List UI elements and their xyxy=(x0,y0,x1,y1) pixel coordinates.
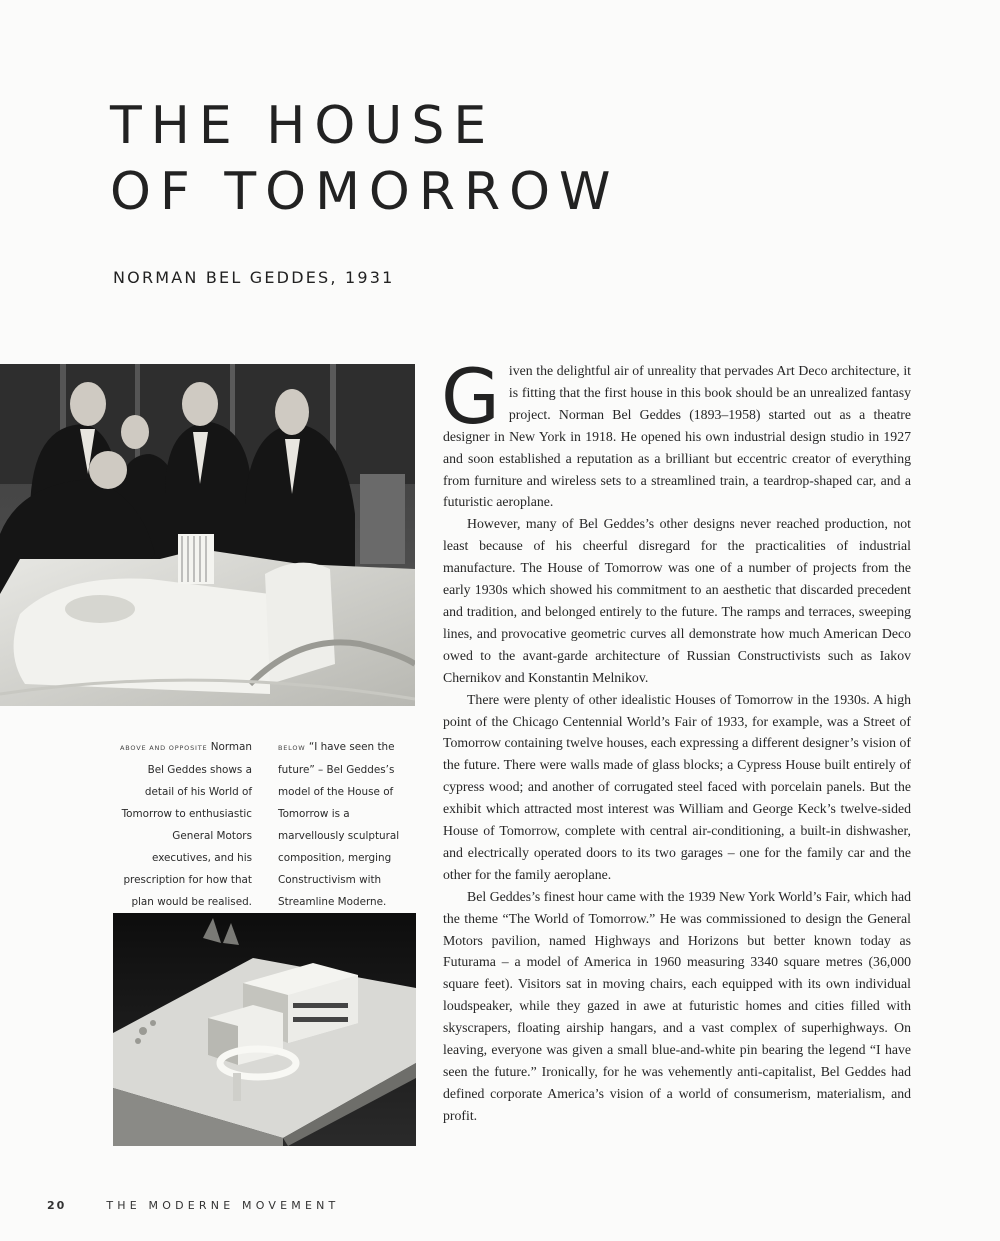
article-body xyxy=(441,352,911,1127)
caption-text: “I have seen the future” – Bel Geddes’s model of the House of Tomorrow is a marvellously sculptural composition, merging Constructivism with Streamline Moderne. xyxy=(278,741,400,908)
body-paragraph xyxy=(441,352,911,513)
drop-cap: G xyxy=(441,352,500,441)
subtitle: NORMAN BEL GEDDES, 1931 xyxy=(113,268,395,287)
page-title-line-1: THE HOUSE xyxy=(110,96,496,156)
caption-text: Norman Bel Geddes shows a detail of his World of Tomorrow to enthusiastic General Motors executives, and his prescription for how that plan would be realised. xyxy=(121,741,252,908)
photo-house-model-illustration xyxy=(113,913,416,1146)
caption-above-and-opposite xyxy=(116,736,252,913)
photo-house-model xyxy=(113,913,416,1146)
photo-executives-illustration xyxy=(0,364,415,706)
caption-label: BELOW xyxy=(278,744,306,752)
running-head: THE MODERNE MOVEMENT xyxy=(106,1199,340,1212)
caption-label: ABOVE AND OPPOSITE xyxy=(120,744,208,752)
caption-below xyxy=(278,736,414,913)
body-paragraph: However, many of Bel Geddes’s other designs never reached production, not least because of his cheerful disregard for the practicalities of industrial manufacture. The House of Tomorrow was one of a number of projects from the early 1930s which showed his commitment to an aesthetic that discarded precedent and tradition, and belonged entirely to the future. The ramps and terraces, sweeping lines, and provocative geometric curves all demonstrate how much American Deco owed to the avant-garde architecture of Russian Constructivists such as Iakov Chernikov and Konstantin Melnikov. xyxy=(443,516,911,685)
body-paragraph: There were plenty of other idealistic Houses of Tomorrow in the 1930s. A high point of the Chicago Centennial World’s Fair of 1933, for example, was a Street of Tomorrow containing twelve houses, each expressing a different designer’s vision of the future. There were walls made of glass blocks; a Cypress House built entirely of cypress wood; and another of corrugated steel faced with porcelain panels. But the exhibit which attracted most interest was William and George Keck’s twelve-sided House of Tomorrow, complete with central air-conditioning, a built-in dishwasher, and electrically operated doors to its two garages – one for the family car and the other for the family aeroplane. xyxy=(443,691,911,882)
page-title-line-2: OF TOMORROW xyxy=(110,162,620,222)
page-footer xyxy=(47,1199,339,1212)
paragraph-text: iven the delightful air of unreality that pervades Art Deco architecture, it is fitting that the first house in this book should be an unrealized fantasy project. Norman Bel Geddes (1893–1958) started out as a theatre designer in New York in 1918. He opened his own industrial design studio in 1927 and soon established a reputation as a brilliant but eccentric creator of everything from furniture and wireless sets to a streamlined train, a teardrop-shaped car, and a futuristic aeroplane. xyxy=(443,363,911,510)
page-number: 20 xyxy=(47,1199,67,1212)
body-paragraph: Bel Geddes’s finest hour came with the 1939 New York World’s Fair, which had the theme “The World of Tomorrow.” He was commissioned to design the General Motors pavilion, named Highways and Horizons but better known today as Futurama – a model of America in 1960 measuring 3340 square metres (36,000 square feet). Visitors sat in moving chairs, each equipped with its own individual loudspeaker, while they gazed in awe at futuristic homes and cities filled with skyscrapers, floating airship hangars, and a vast complex of superhighways. On leaving, everyone was given a small blue-and-white pin bearing the legend “I have seen the future.” Ironically, for he was vehemently anti-capitalist, Bel Geddes had defined corporate America’s vision of a world of consumerism, materialism, and profit. xyxy=(443,888,911,1123)
photo-executives-with-model xyxy=(0,364,415,706)
